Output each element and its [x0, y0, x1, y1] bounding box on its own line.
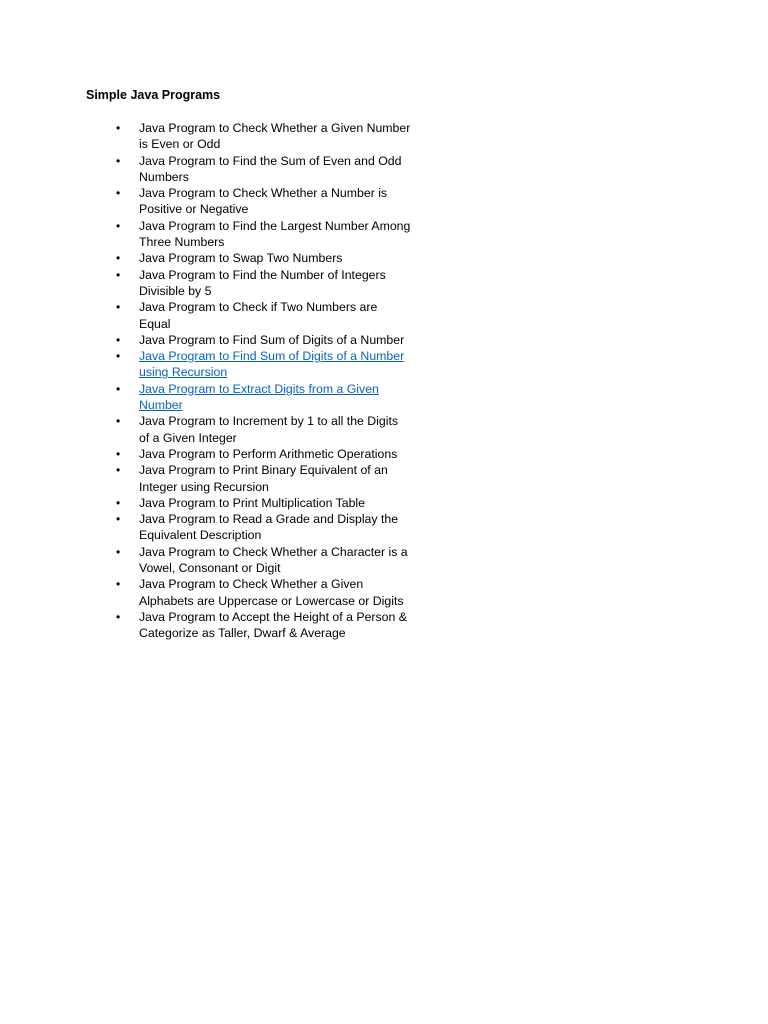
- program-label: Java Program to Find the Largest Number Among Three Numbers: [139, 218, 411, 250]
- program-label: Java Program to Increment by 1 to all the Digits of a Given Integer: [139, 414, 399, 445]
- list-item: [116, 544, 411, 577]
- bullet-icon: •: [116, 186, 121, 201]
- bullet-icon: •: [116, 267, 121, 282]
- bullet-icon: •: [116, 349, 121, 364]
- list-item: [116, 413, 411, 446]
- list-item: [116, 462, 411, 495]
- program-label: Java Program to Print Multiplication Table: [139, 495, 366, 510]
- program-label: Java Program to Read a Grade and Display the Equivalent Description: [139, 512, 399, 543]
- list-item: [116, 332, 411, 348]
- bullet-icon: •: [116, 577, 121, 592]
- program-label: Java Program to Accept the Height of a Person & Categorize as Taller, Dwarf & Average: [139, 609, 407, 641]
- bullet-icon: •: [116, 153, 121, 168]
- program-label: Java Program to Find Sum of Digits of a Number: [139, 332, 405, 347]
- bullet-icon: •: [116, 463, 121, 478]
- list-item: [116, 446, 411, 462]
- program-label: Java Program to Check Whether a Number is Positive or Negative: [139, 186, 388, 217]
- program-label: Java Program to Check if Two Numbers are Equal: [139, 300, 378, 331]
- list-item: [116, 576, 411, 609]
- list-item: [116, 495, 411, 511]
- list-item: [116, 218, 411, 251]
- list-item: [116, 185, 411, 218]
- list-item: [116, 267, 411, 300]
- bullet-icon: •: [116, 512, 121, 527]
- program-label: Java Program to Perform Arithmetic Operations: [139, 446, 398, 461]
- program-label: Java Program to Find the Number of Integers Divisible by 5: [139, 267, 386, 298]
- list-item: [116, 511, 411, 544]
- program-label: Java Program to Swap Two Numbers: [139, 251, 343, 266]
- list-item: [116, 299, 411, 332]
- bullet-icon: •: [116, 251, 121, 266]
- list-item: [116, 250, 411, 266]
- bullet-icon: •: [116, 495, 121, 510]
- program-label: Java Program to Check Whether a Given Number is Even or Odd: [139, 121, 411, 152]
- program-label: Java Program to Find the Sum of Even and Odd Numbers: [139, 153, 402, 184]
- bullet-icon: •: [116, 381, 121, 396]
- program-label: Java Program to Print Binary Equivalent of an Integer using Recursion: [139, 463, 388, 494]
- bullet-icon: •: [116, 218, 121, 233]
- program-link[interactable]: Java Program to Find Sum of Digits of a Number using Recursion: [139, 349, 405, 380]
- bullet-icon: •: [116, 414, 121, 429]
- list-item: [116, 120, 411, 153]
- program-list: [116, 120, 411, 642]
- program-label: Java Program to Check Whether a Given Alphabets are Uppercase or Lowercase or Digits: [139, 577, 404, 608]
- bullet-icon: •: [116, 544, 121, 559]
- program-link[interactable]: Java Program to Extract Digits from a Given Number: [139, 381, 379, 413]
- list-item[interactable]: [116, 348, 411, 381]
- program-label: Java Program to Check Whether a Character is a Vowel, Consonant or Digit: [139, 544, 408, 576]
- bullet-icon: •: [116, 609, 121, 624]
- bullet-icon: •: [116, 300, 121, 315]
- document-title: Simple Java Programs: [86, 88, 221, 102]
- bullet-icon: •: [116, 121, 121, 135]
- list-item: [116, 609, 411, 642]
- bullet-icon: •: [116, 446, 121, 461]
- list-item: [116, 153, 411, 186]
- list-item[interactable]: [116, 381, 411, 414]
- bullet-icon: •: [116, 332, 121, 347]
